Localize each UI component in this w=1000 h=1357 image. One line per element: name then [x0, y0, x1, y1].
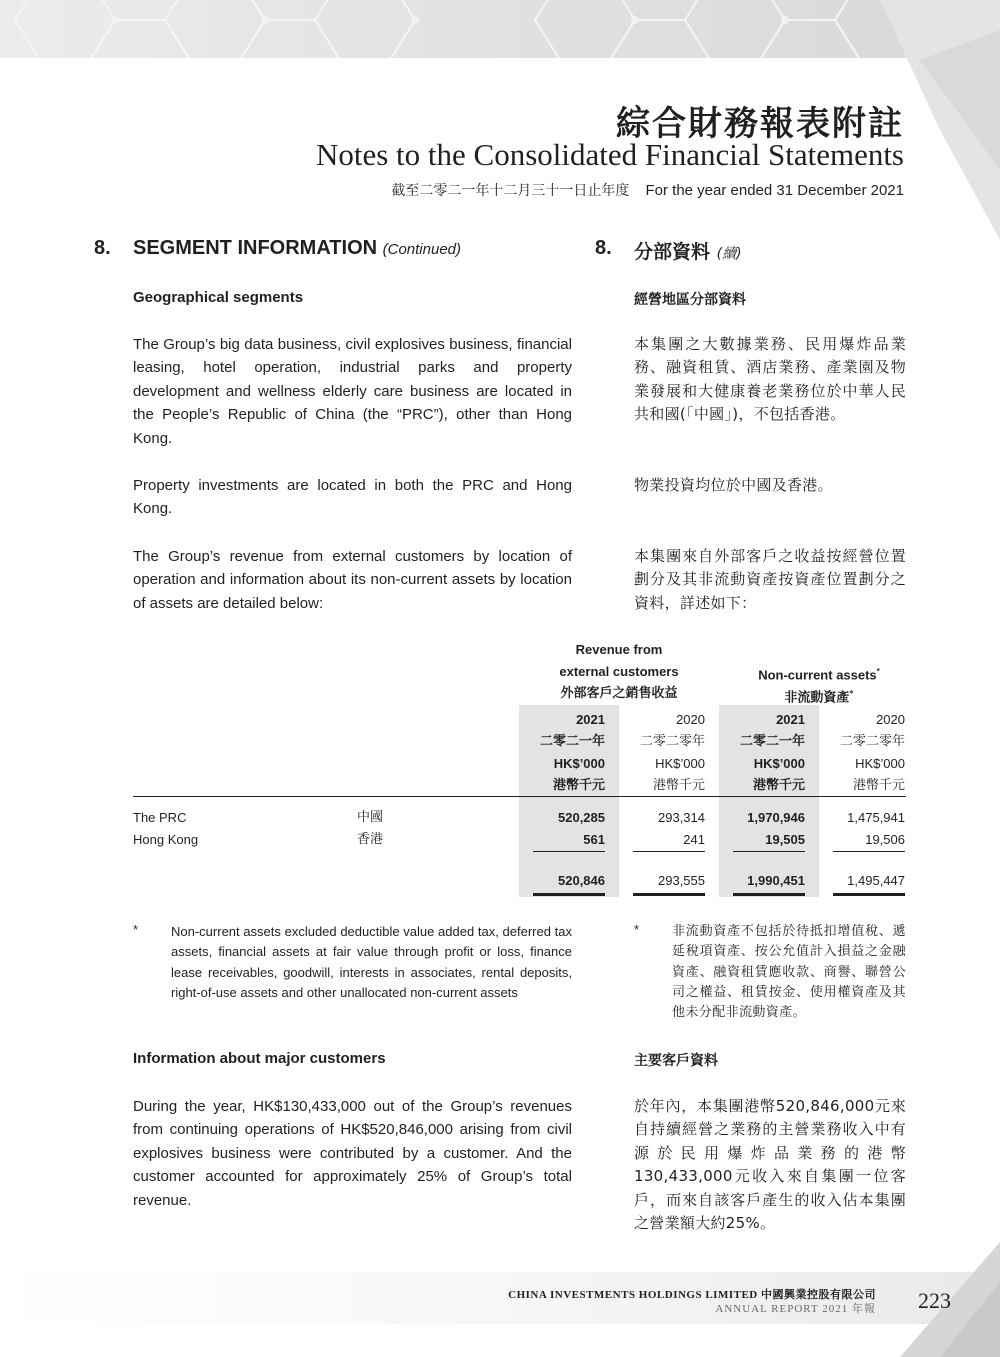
section-title-zh: [634, 237, 742, 264]
subtotal-rule-1: [533, 851, 605, 852]
footnote-marker-zh: *: [634, 922, 640, 937]
header-rule: [133, 796, 906, 797]
row-hk-col1: 561: [583, 832, 605, 847]
subtotal-rule-3: [733, 851, 805, 852]
col4-year: 2020: [876, 712, 905, 727]
header-decoration: [0, 0, 1000, 58]
geo-heading-zh: 經營地區分部資料: [634, 292, 746, 308]
col1-year-zh: 二零二一年: [539, 734, 605, 749]
row-prc-col3: 1,970,946: [747, 810, 805, 825]
col4-unit-zh: 港幣千元: [852, 778, 905, 793]
customers-paragraph-en: During the year, HK$130,433,000 out of the Group’s revenues from continuing operations of HK$520,846,000 arising from civil explosives business were contributed by a customer. And the customer accounted for approximately 25% of Group’s total revenue.: [133, 1098, 572, 1209]
section-title-zh-text: 分部資料: [634, 241, 711, 263]
footnote-en: Non-current assets excluded deductible value added tax, deferred tax assets, financial assets at fair value through profit or loss, finance lease receivables, goodwill, interests in associates, rental deposits, right-of-use assets and other unallocated non-current assets: [171, 924, 572, 1000]
footnote-marker-en: *: [133, 922, 139, 937]
geo-paragraph-1-zh: 本集團之大數據業務、民用爆炸品業務、融資租賃、酒店業務、產業園及物業發展和大健康養老業務位於中華人民共和國(「中國」)，不包括香港。: [634, 335, 906, 424]
group-revenue-line1: Revenue from: [575, 642, 663, 657]
subtotal-rule-2: [633, 851, 705, 852]
col2-unit-zh: 港幣千元: [652, 778, 705, 793]
total-double-rule-2: [633, 893, 705, 896]
row-prc-label-en: The PRC: [133, 810, 187, 825]
footer-report: ANNUAL REPORT 2021 年報: [715, 1303, 876, 1315]
geo-paragraph-3-zh: 本集團來自外部客戶之收益按經營位置劃分及其非流動資產按資產位置劃分之資料，詳述如下：: [634, 547, 906, 612]
total-col1: 520,846: [558, 873, 605, 888]
geo-paragraph-2-en: Property investments are located in both the PRC and Hong Kong.: [133, 477, 572, 518]
col1-unit-zh: 港幣千元: [552, 778, 605, 793]
group-revenue-line2: external customers: [559, 664, 679, 679]
geo-paragraph-1-en: The Group’s big data business, civil explosives business, financial leasing, hotel operation, industrial parks and property development and wellness elderly care business are located in the People’s Republic of China (the “PRC”), other than Hong Kong.: [133, 336, 572, 447]
section-continued-zh: (續): [716, 246, 742, 262]
row-hk-label-en: Hong Kong: [133, 832, 199, 847]
group-revenue-zh: 外部客戶之銷售收益: [560, 686, 678, 701]
col4-year-zh: 二零二零年: [839, 734, 905, 749]
col3-unit: HK$’000: [753, 756, 805, 771]
row-hk-col3: 19,505: [765, 832, 805, 847]
customers-heading-zh: 主要客戶資料: [634, 1053, 718, 1069]
group-assets-zh: [719, 683, 919, 709]
col2-unit: HK$’000: [655, 756, 705, 771]
section-title-en: [133, 237, 461, 260]
group-assets-star: *: [876, 667, 880, 676]
period-zh: 截至二零二一年十二月三十一日止年度: [391, 183, 630, 199]
section-number-en: 8.: [94, 237, 111, 259]
hexagon-pattern: [0, 0, 1000, 58]
total-double-rule-1: [533, 893, 605, 896]
col1-year: 2021: [576, 712, 605, 727]
total-col2: 293,555: [658, 873, 705, 888]
row-prc-col2: 293,314: [658, 810, 705, 825]
section-title-en-text: SEGMENT INFORMATION: [133, 237, 378, 259]
col3-year-zh: 二零二一年: [739, 734, 805, 749]
row-hk-col2: 241: [683, 832, 705, 847]
row-prc-col4: 1,475,941: [847, 810, 905, 825]
col3-unit-zh: 港幣千元: [752, 778, 805, 793]
col2-year-zh: 二零二零年: [639, 734, 705, 749]
group-assets-en-text: Non-current assets: [758, 667, 877, 683]
period-en: For the year ended 31 December 2021: [645, 182, 904, 199]
group-assets-zh-star: *: [849, 689, 854, 698]
col2-year: 2020: [676, 712, 705, 727]
period-subtitle: [391, 180, 904, 200]
customers-heading-en: Information about major customers: [133, 1050, 386, 1067]
total-double-rule-4: [833, 893, 905, 896]
col4-unit: HK$’000: [855, 756, 905, 771]
row-hk-col4: 19,506: [865, 832, 905, 847]
footnote-zh: 非流動資產不包括於待抵扣增值稅、遞延稅項資產、按公允值計入損益之金融資產、融資租賃應收款、商譽、聯營公司之權益、租賃按金、使用權資產及其他未分配非流動資產。: [672, 924, 906, 1021]
row-hk-label-zh: 香港: [357, 832, 384, 847]
subtotal-rule-4: [833, 851, 905, 852]
section-continued-en: (Continued): [382, 241, 462, 258]
page-title-en: Notes to the Consolidated Financial Statements: [315, 137, 904, 172]
page-number: 223: [918, 1288, 951, 1313]
row-prc-label-zh: 中國: [357, 810, 384, 825]
page-title-zh: 綜合財務報表附註: [616, 104, 904, 144]
section-number-zh: 8.: [595, 237, 612, 259]
total-col3: 1,990,451: [747, 873, 805, 888]
total-double-rule-3: [733, 893, 805, 896]
footer-company: CHINA INVESTMENTS HOLDINGS LIMITED 中國興業控股有限公司: [508, 1289, 876, 1301]
group-assets-zh-text: 非流動資產: [784, 690, 850, 706]
col1-unit: HK$’000: [553, 756, 605, 771]
customers-paragraph-zh: 於年內，本集團港幣520,846,000元來自持續經營之業務的主營業務收入中有源於民用爆炸品業務的港幣130,433,000元收入來自集團一位客戶，而來自該客戶產生的收入佔本集團之營業額大約25%。: [634, 1097, 906, 1233]
row-prc-col1: 520,285: [558, 810, 605, 825]
geo-heading-en: Geographical segments: [133, 289, 304, 306]
geo-paragraph-2-zh: 物業投資均位於中國及香港。: [634, 476, 833, 494]
geo-paragraph-3-en: The Group’s revenue from external customers by location of operation and information about its non-current assets by location of assets are detailed below:: [133, 548, 572, 612]
col3-year: 2021: [776, 712, 805, 727]
total-col4: 1,495,447: [847, 873, 905, 888]
